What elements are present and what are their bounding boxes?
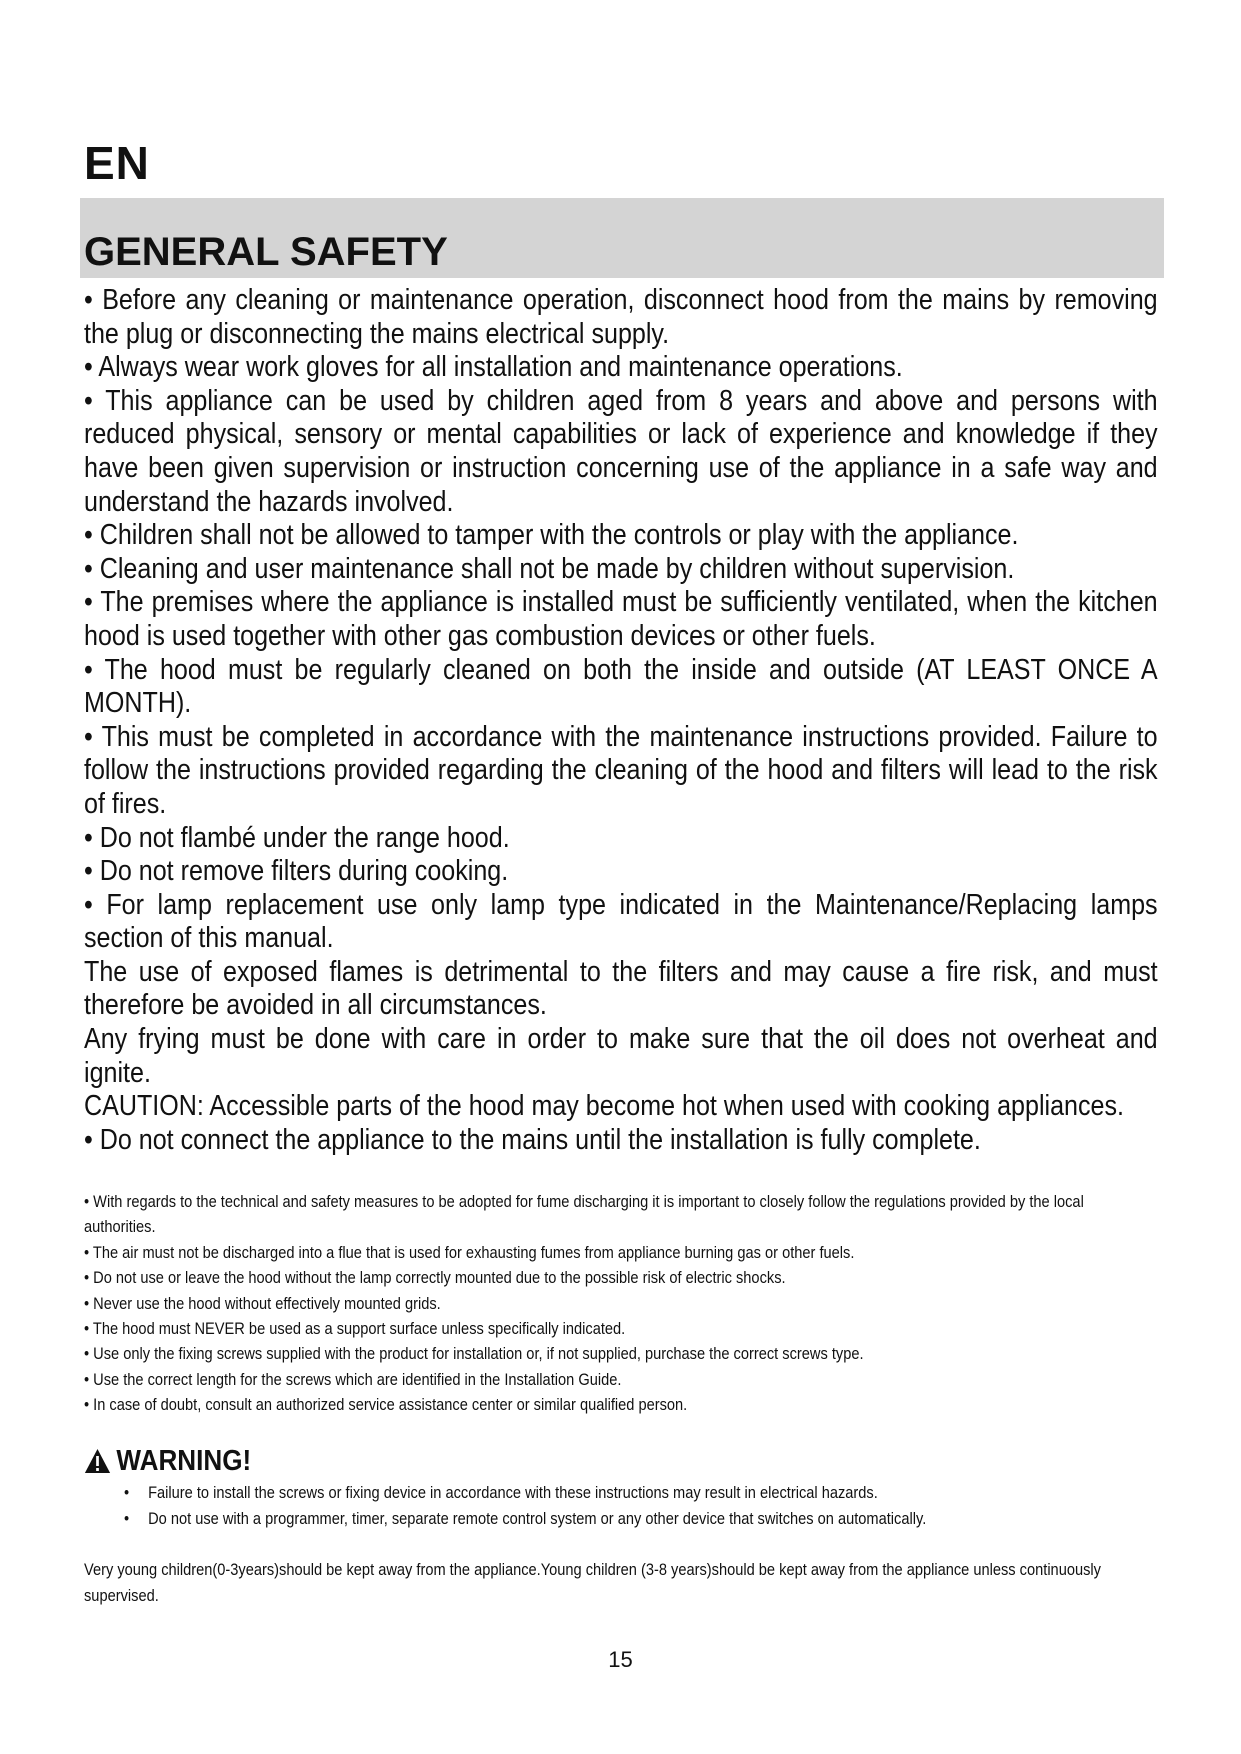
safety-note: • The air must not be discharged into a flue that is used for exhausting fumes from appliance burning gas or other fuels. <box>84 1242 855 1262</box>
safety-item: • The hood must be regularly cleaned on both the inside and outside (AT LEAST ONCE A MONTH). <box>84 653 1158 720</box>
language-label: EN <box>84 137 150 189</box>
safety-note: • In case of doubt, consult an authorized service assistance center or similar qualified person. <box>84 1395 688 1415</box>
safety-instructions-small <box>84 1189 1159 1418</box>
warning-title: WARNING! <box>116 1445 252 1477</box>
warning-heading <box>84 1444 251 1478</box>
safety-item: • This must be completed in accordance with the maintenance instructions provided. Failure to follow the instructions provided regarding the cleaning of the hood and filters will lead to the risk of fires. <box>84 720 1158 820</box>
safety-note: • Use only the fixing screws supplied with the product for installation or, if not supplied, purchase the correct screws type. <box>84 1344 864 1364</box>
safety-instructions-large <box>84 284 1158 1157</box>
safety-item: • Do not connect the appliance to the mains until the installation is fully complete. <box>84 1123 981 1156</box>
section-title: GENERAL SAFETY <box>84 230 448 274</box>
safety-item: • For lamp replacement use only lamp type indicated in the Maintenance/Replacing lamps section of this manual. <box>84 888 1158 955</box>
warning-list <box>124 1480 1156 1531</box>
safety-note: • Use the correct length for the screws which are identified in the Installation Guide. <box>84 1369 622 1389</box>
safety-item: • Before any cleaning or maintenance operation, disconnect hood from the mains by removing the plug or disconnecting the mains electrical supply. <box>84 284 1158 350</box>
safety-item: • Cleaning and user maintenance shall not be made by children without supervision. <box>84 552 1015 585</box>
safety-item: • Always wear work gloves for all installation and maintenance operations. <box>84 351 903 384</box>
safety-item: • Do not flambé under the range hood. <box>84 821 510 854</box>
warning-item: • Failure to install the screws or fixing device in accordance with these instructions may result in electrical hazards. <box>124 1480 1156 1506</box>
safety-item: • Children shall not be allowed to tamper with the controls or play with the appliance. <box>84 519 1019 552</box>
safety-item: CAUTION: Accessible parts of the hood may become hot when used with cooking appliances. <box>84 1090 1124 1123</box>
children-note: Very young children(0-3years)should be kept away from the appliance.Young children (3-8 years)should be kept away from the appliance unless continuously supervised. <box>84 1560 1101 1605</box>
safety-item: • The premises where the appliance is installed must be sufficiently ventilated, when the kitchen hood is used together with other gas combustion devices or other fuels. <box>84 586 1158 652</box>
safety-item: The use of exposed flames is detrimental to the filters and may cause a fire risk, and must therefore be avoided in all circumstances. <box>84 955 1158 1022</box>
page-number: 15 <box>608 1647 633 1672</box>
warning-triangle-icon <box>84 1448 111 1474</box>
safety-note: • The hood must NEVER be used as a support surface unless specifically indicated. <box>84 1319 626 1339</box>
safety-note: • Do not use or leave the hood without the lamp correctly mounted due to the possible risk of electric shocks. <box>84 1268 786 1288</box>
safety-note: • Never use the hood without effectively mounted grids. <box>84 1293 441 1313</box>
safety-note: • With regards to the technical and safety measures to be adopted for fume discharging it is important to closely follow the regulations provided by the local authorities. <box>84 1192 1084 1237</box>
warning-item: • Do not use with a programmer, timer, separate remote control system or any other device that switches on automatically. <box>124 1506 1156 1532</box>
safety-item: • This appliance can be used by children aged from 8 years and above and persons with reduced physical, sensory or mental capabilities or lack of experience and knowledge if they have been given supervision or instruction concerning use of the appliance in a safe way and understand the hazards involved. <box>84 384 1158 518</box>
safety-item: Any frying must be done with care in order to make sure that the oil does not overheat and ignite. <box>84 1023 1158 1089</box>
safety-item: • Do not remove filters during cooking. <box>84 855 509 888</box>
